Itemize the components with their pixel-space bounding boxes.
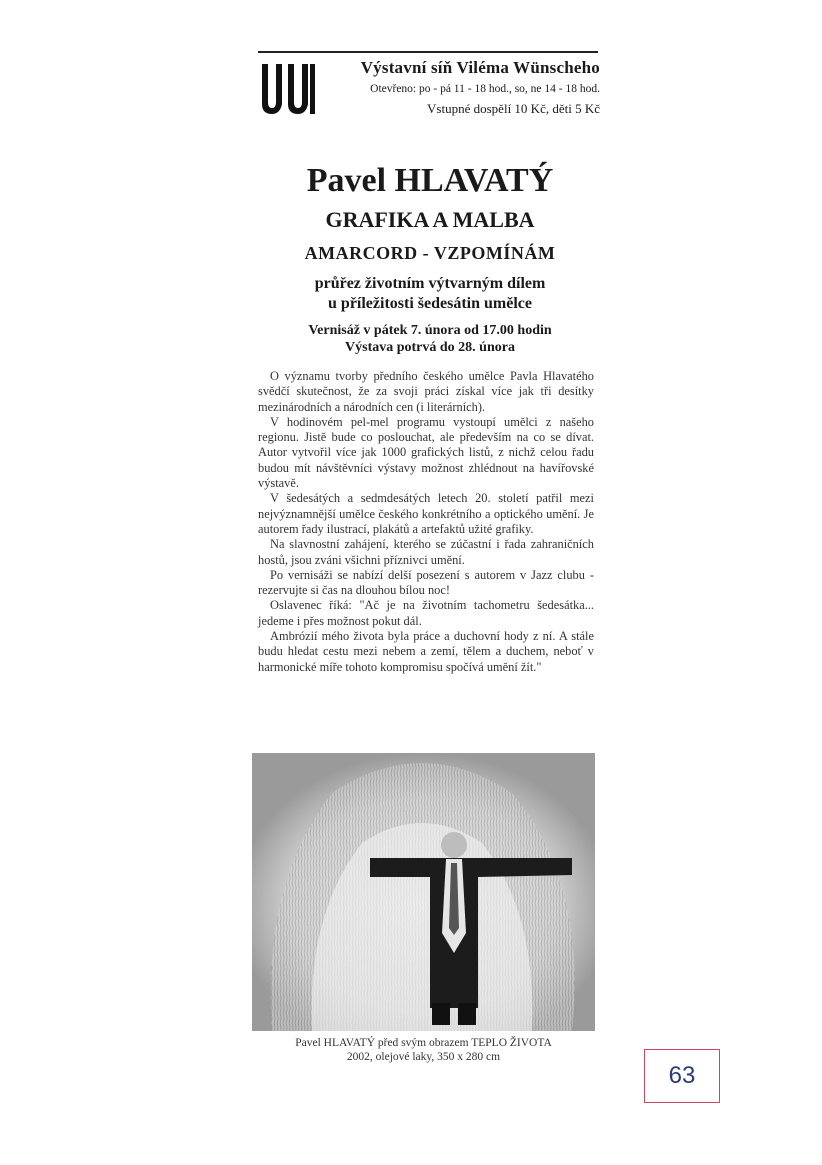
venue-name: Výstavní síň Viléma Wünscheho <box>360 58 600 77</box>
paragraph: O významu tvorby předního českého umělce Pavla Hlavatého svědčí skutečnost, že za svoji práci získal více jak tři desítky mezinárodních a národních cen (i literárních). <box>258 369 594 414</box>
opening-info <box>255 322 605 356</box>
paragraph: V šedesátých a sedmdesátých letech 20. století patřil mezi nejvýznamnější umělce českého konkrétního a optického umění. Je autorem řady ilustrací, plakátů a artefaktů užité grafiky. <box>258 491 594 536</box>
ww-monogram-logo <box>258 60 318 118</box>
photo-caption <box>252 1036 595 1064</box>
article-body <box>258 369 594 675</box>
vernissage-date: Vernisáž v pátek 7. února od 17.00 hodin <box>308 323 552 338</box>
description-line-2: u příležitosti šedesátin umělce <box>328 295 532 312</box>
exhibition-description <box>255 274 605 314</box>
opening-hours: Otevřeno: po - pá 11 - 18 hod., so, ne 14 - 18 hod. <box>370 83 600 95</box>
description-line-1: průřez životním výtvarným dílem <box>314 275 546 292</box>
exhibition-subtitle: GRAFIKA A MALBA <box>325 207 535 232</box>
paragraph: Oslavenec říká: "Ač je na životním tachometru šedesátka... jedeme i přes možnost pokut dál. <box>258 598 594 628</box>
exhibition-theme: AMARCORD - VZPOMÍNÁM <box>304 243 556 263</box>
exhibition-end-date: Výstava potrvá do 28. února <box>345 340 515 355</box>
caption-line-2: 2002, olejové laky, 350 x 280 cm <box>346 1051 501 1063</box>
paragraph: Po vernisáži se nabízí delší posezení s autorem v Jazz clubu - rezervujte si čas na dlouhou bílou noc! <box>258 567 594 598</box>
paragraph: Ambrózií mého života byla práce a duchovní hody z ní. A stále budu hledat cestu mezi nebem a zemí, tělem a duchem, neboť v harmonické míře tohoto kompromisu spočívá umění žít." <box>258 629 594 674</box>
caption-line-1: Pavel HLAVATÝ před svým obrazem TEPLO ŽIVOTA <box>295 1037 552 1049</box>
paragraph: Na slavnostní zahájení, kterého se zúčastní i řada zahraničních hostů, jsou zváni všichni příznivci umění. <box>258 537 594 567</box>
header-rule <box>258 51 598 53</box>
paragraph: V hodinovém pel-mel programu vystoupí umělci z našeho regionu. Jistě bude co poslouchat, ale především na co se dívat. Autor vytvořil více jak 1000 grafických listů, z nichž celou řadu budou mít návštěvníci výstavy možnost zhlédnout na havířovské výstavě. <box>258 414 594 491</box>
artist-photo <box>252 753 595 1031</box>
page-number-stamp: 63 <box>644 1049 720 1103</box>
admission-fee: Vstupné dospělí 10 Kč, děti 5 Kč <box>427 101 600 116</box>
artist-name: Pavel HLAVATÝ <box>306 162 554 199</box>
